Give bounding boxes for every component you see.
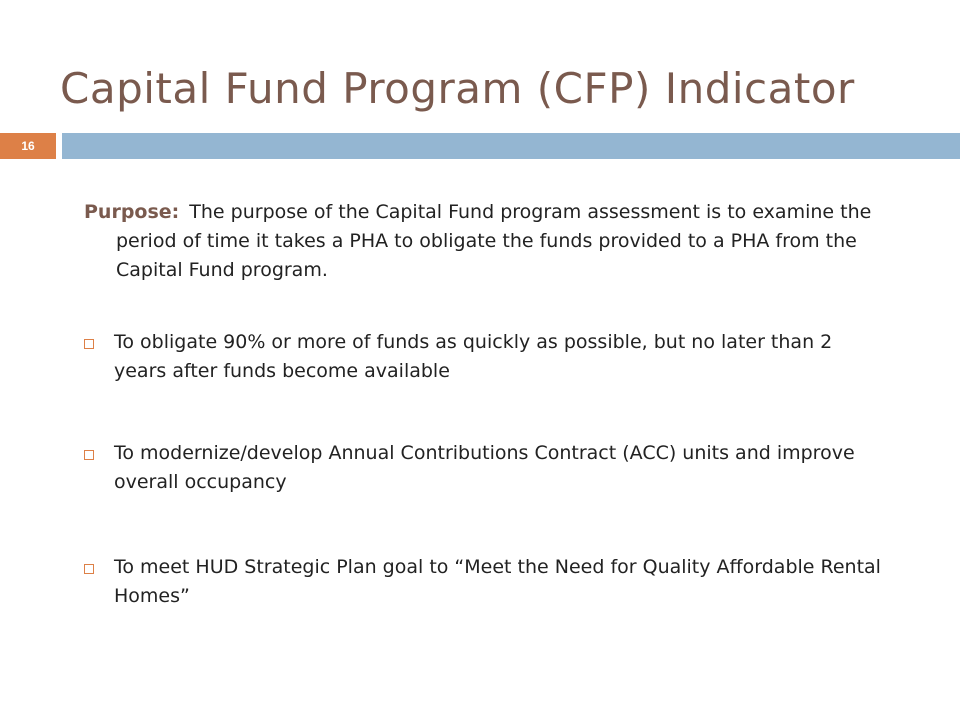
purpose-text: The purpose of the Capital Fund program assessment is to examine the period of time it takes a PHA to obligate the funds provided to a PHA from the Capital Fund program. (116, 201, 872, 281)
square-bullet-icon (84, 450, 94, 460)
objective-text: To modernize/develop Annual Contributions Contract (ACC) units and improve overall occupancy (114, 442, 855, 493)
objective-item (84, 439, 884, 497)
square-bullet-icon (84, 564, 94, 574)
slide-title: Capital Fund Program (CFP) Indicator (60, 64, 855, 113)
slide-number-badge (0, 133, 56, 159)
purpose-label: Purpose: (84, 201, 180, 223)
purpose-paragraph (84, 198, 896, 285)
objective-text: To obligate 90% or more of funds as quickly as possible, but no later than 2 years after funds become available (114, 331, 833, 382)
square-bullet-icon (84, 339, 94, 349)
objective-item (84, 328, 884, 386)
objective-text: To meet HUD Strategic Plan goal to “Meet the Need for Quality Affordable Rental Homes” (114, 556, 881, 607)
slide-number: 16 (21, 139, 35, 153)
header-rule-bar (62, 133, 960, 159)
objective-item (84, 553, 884, 611)
